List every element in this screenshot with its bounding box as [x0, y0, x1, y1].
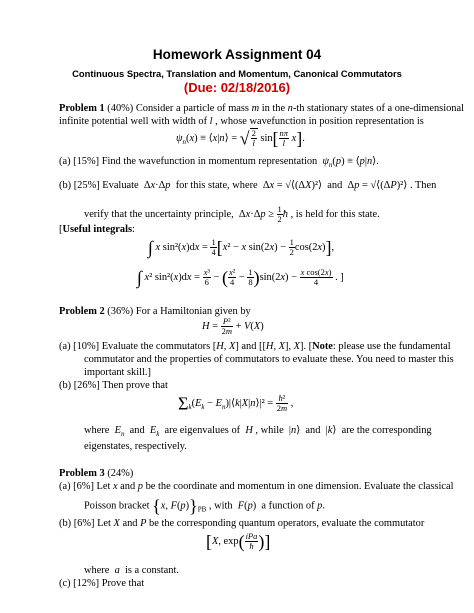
useful-integrals-label: [Useful integrals: [59, 224, 135, 235]
problem-2-label: Problem 2 [59, 306, 105, 317]
problem-3-part-b-where: where a is a constant. [84, 565, 179, 576]
equation-wavefunction: $\psi_n(x)$ ≡ ⟨x|n⟩ = √ $\frac{2}{l}$ sin[ $\frac{n\pi}{l}$ x]. [176, 128, 305, 149]
problem-2-part-b: (b) [26%] Then prove that [59, 380, 168, 391]
problem-2-part-a-line1: (a) [10%] Evaluate the commutators [H, X] and [[H, X], X]. [Note: please use the fundamental [59, 341, 451, 352]
equation-hamiltonian: H = $\frac{\text{P²}}{2m}$ + V(X) [202, 316, 264, 336]
problem-2-part-a-line2: commutator and the properties of commutators to evaluate these. You need to master this [84, 354, 454, 365]
due-date: (Due: 02/18/2016) [183, 80, 291, 95]
problem-1-part-b-verify: verify that the uncertainty principle, Δx·Δp ≥ $\frac{1}{2}$ ħ , is held for this state. [84, 204, 380, 224]
page-title: Homework Assignment 04 [152, 47, 322, 62]
problem-2-part-b-where: where $E_n$ and $E_k$ are eigenvalues of H , while |n⟩ and |k⟩ are the corresponding [84, 425, 432, 439]
problem-3-label: Problem 3 [59, 468, 105, 479]
problem-1-part-a: (a) [15%] Find the wavefunction in momentum representation $\psi_n(p)$ ≡ ⟨p|n⟩. [59, 156, 379, 170]
problem-1-intro: Problem 1 (40%) Consider a particle of mass m in the n-th stationary states of a one-dimensional [59, 103, 464, 114]
problem-1-line2: infinite potential well with width of l , whose wavefunction in position representation is [59, 116, 424, 127]
problem-3-intro: Problem 3 (24%) [59, 468, 134, 479]
equation-sum-rule: $\Sigma_k(E_k$ − $E_n)|⟨k|X|n⟩|^2$ = $\frac{\text{ħ²}}{2m}$ , [178, 393, 294, 414]
problem-3-part-b: (b) [6%] Let X and P be the corresponding quantum operators, evaluate the commutator [59, 518, 425, 529]
problem-1-label: Problem 1 [59, 103, 105, 114]
problem-3-part-a-line2: Poisson bracket {x, $F(p)\}_{PB}$ , with F(p) a function of p. [84, 496, 325, 516]
problem-2-intro: Problem 2 (36%) For a Hamiltonian given by [59, 306, 251, 317]
integral-1: ∫ x sin²(x)dx = $\frac{1}{4}$ [x² − x sin(2x) − $\frac{1}{2}$ cos(2x)], [148, 237, 335, 258]
page-subtitle: Continuous Spectra, Translation and Momentum, Canonical Commutators [72, 68, 402, 79]
equation-commutator: [X, exp( $\frac{\text{iPa}}{ħ}$ )] [206, 531, 271, 552]
problem-3-part-a-line1: (a) [6%] Let x and p be the coordinate and momentum in one dimension. Evaluate the classical [59, 481, 454, 492]
problem-2-part-a-line3: important skill.] [84, 367, 151, 378]
problem-2-part-b-end: eigenstates, respectively. [84, 441, 187, 452]
problem-1-part-b: (b) [25%] Evaluate Δx·Δp for this state, where Δx = √⟨(ΔX)²⟩ and Δp = √⟨(ΔP)²⟩ . Then [59, 180, 437, 191]
problem-3-part-c: (c) [12%] Prove that [59, 578, 145, 589]
integral-2: ∫ x² sin²(x)dx = $\frac{\text{x³}}{6}$ − ( $\frac{\text{x²}}{4}$ − $\frac{1}{8}$ )sin(2x) − $\frac{\text{x cos(2x)}}{4}$ . ] [137, 267, 344, 288]
